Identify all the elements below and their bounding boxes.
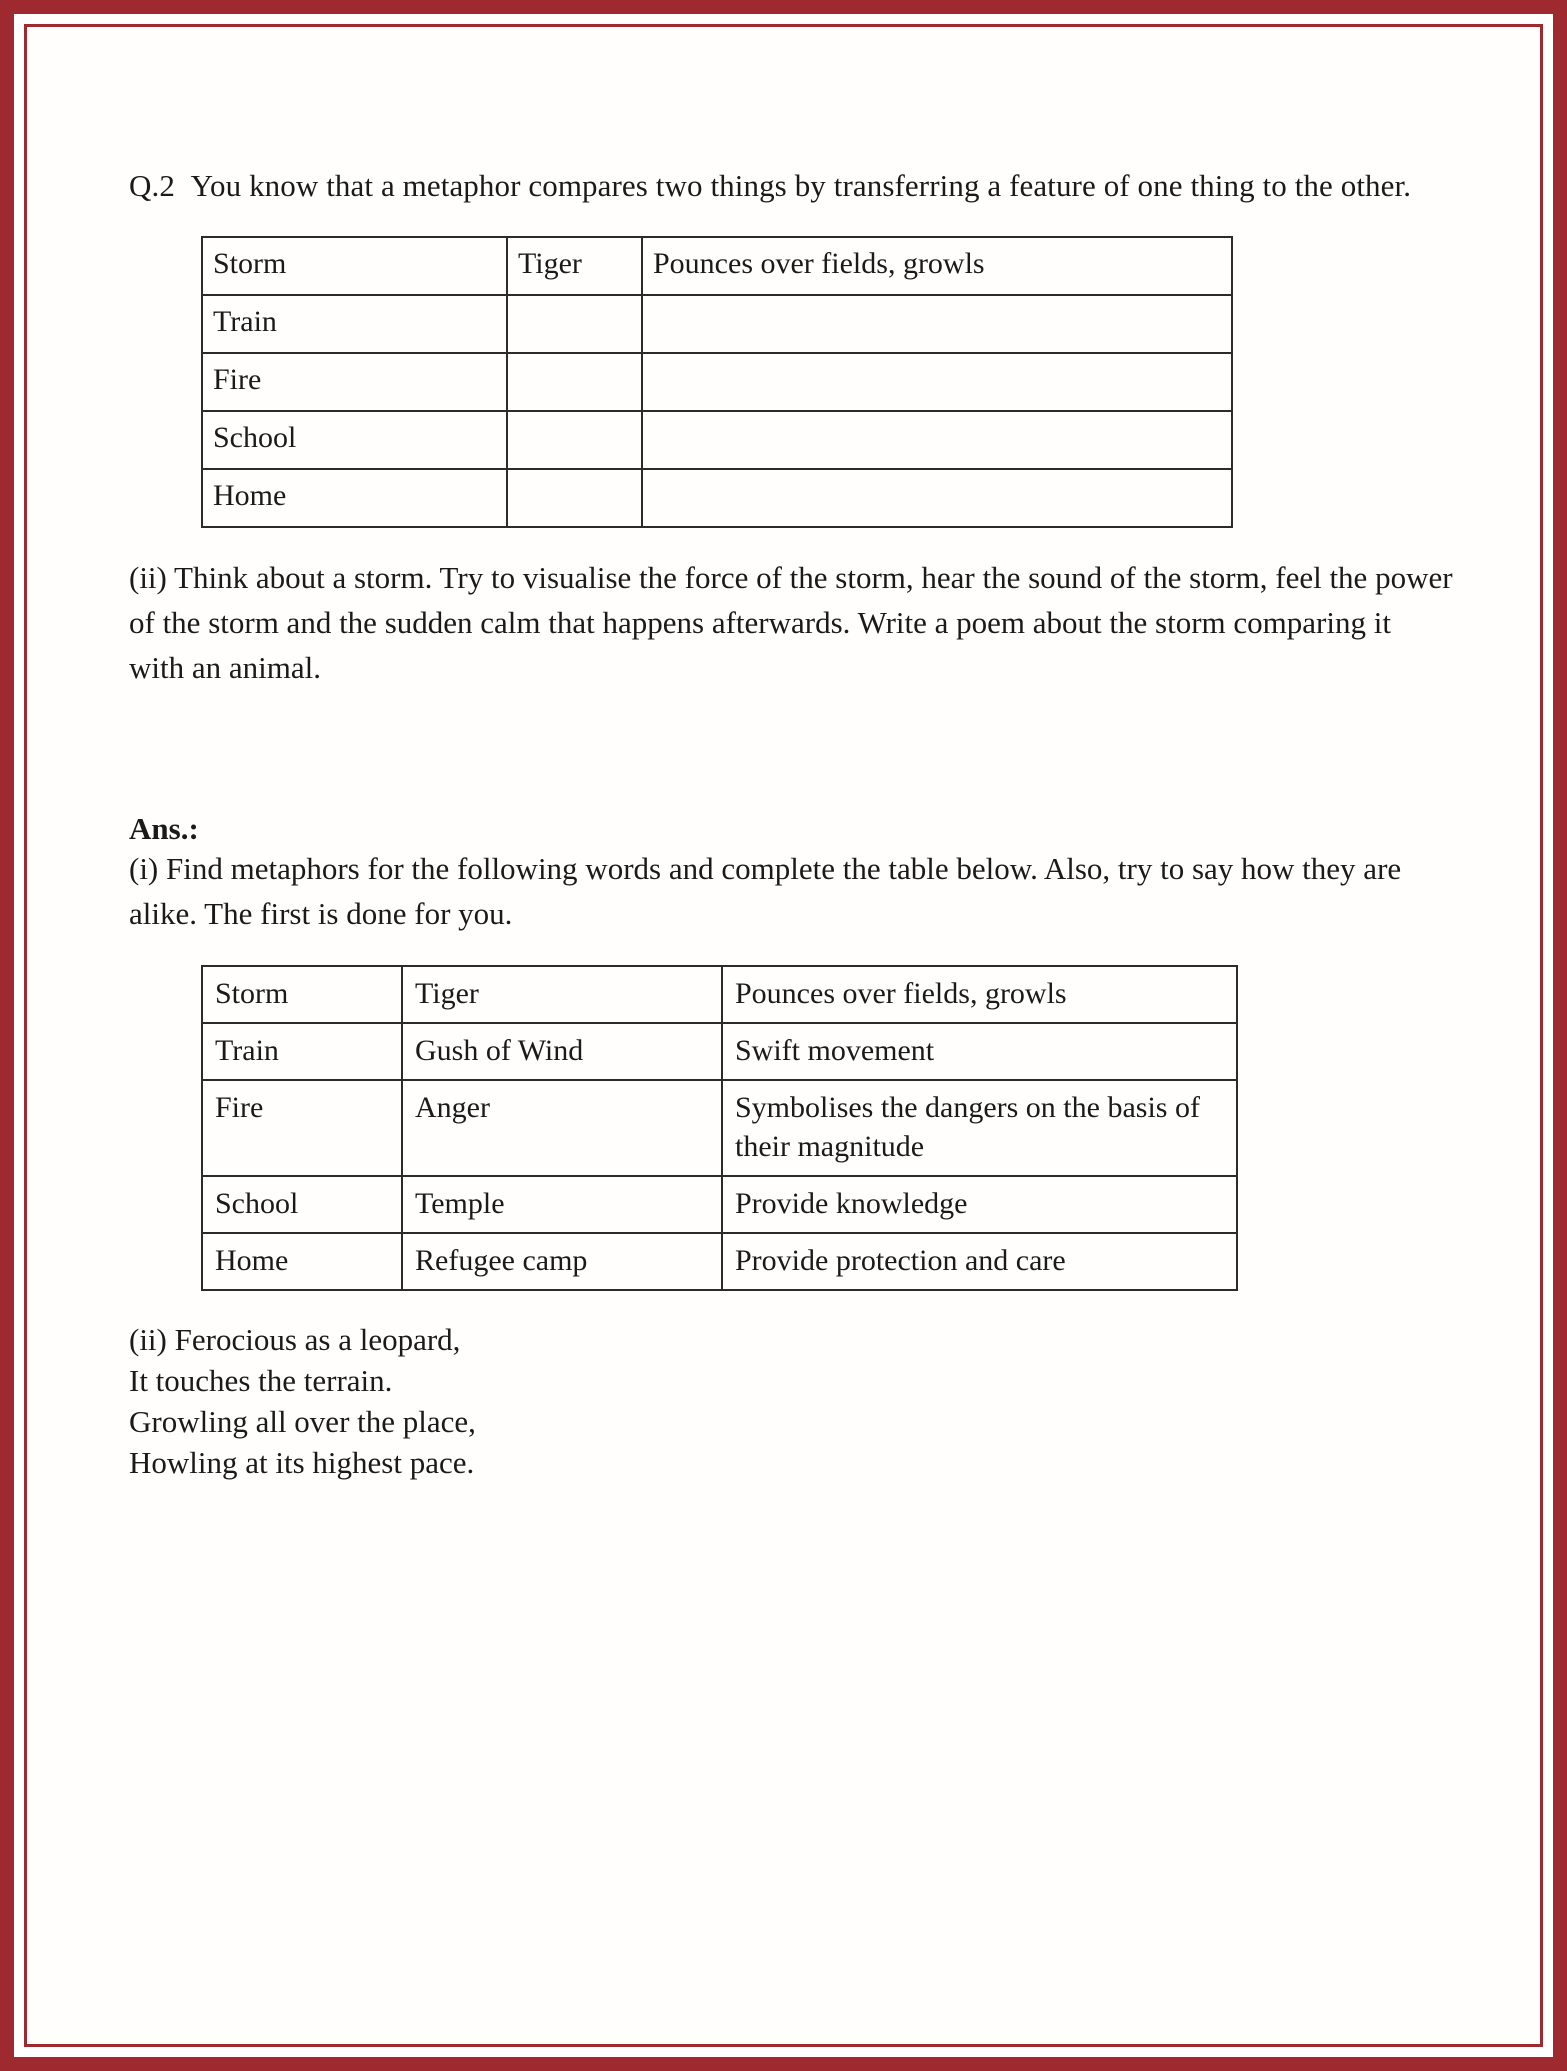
cell-likeness: Pounces over fields, growls (642, 237, 1232, 295)
cell-metaphor: Gush of Wind (402, 1023, 722, 1080)
table-row (202, 411, 1232, 469)
poem-line-4: Howling at its highest pace. (129, 1445, 475, 1481)
poem-line-1: (ii) Ferocious as a leopard, (129, 1321, 461, 1357)
cell-metaphor: Tiger (402, 966, 722, 1023)
question-text: You know that a metaphor compares two things by transferring a feature of one thing to the other. (190, 168, 1412, 203)
cell-likeness (642, 353, 1232, 411)
table-row (202, 1080, 1237, 1176)
cell-metaphor (507, 469, 642, 527)
cell-word: Home (202, 469, 507, 527)
part-ii-prompt: (ii) Think about a storm. Try to visualise the force of the storm, hear the sound of the storm, feel the power of the storm and the sudden calm that happens afterwards. Write a poem about the storm comparing it with an animal. (129, 560, 1453, 685)
cell-metaphor (507, 295, 642, 353)
poem-line-2: It touches the terrain. (129, 1362, 393, 1398)
cell-word: Fire (202, 1080, 402, 1176)
cell-metaphor (507, 353, 642, 411)
answer-metaphor-table (201, 965, 1238, 1291)
cell-likeness (642, 295, 1232, 353)
answer-poem (129, 1319, 1453, 1484)
cell-word: School (202, 1176, 402, 1233)
cell-word: Fire (202, 353, 507, 411)
cell-metaphor: Anger (402, 1080, 722, 1176)
cell-likeness: Provide knowledge (722, 1176, 1237, 1233)
cell-word: Home (202, 1233, 402, 1290)
cell-likeness: Swift movement (722, 1023, 1237, 1080)
question-label: Q.2 (129, 168, 175, 203)
blank-metaphor-table (201, 236, 1233, 528)
cell-word: School (202, 411, 507, 469)
document-content (129, 164, 1453, 2027)
table-row (202, 237, 1232, 295)
cell-likeness: Pounces over fields, growls (722, 966, 1237, 1023)
table-row (202, 1233, 1237, 1290)
cell-word: Train (202, 295, 507, 353)
cell-likeness (642, 411, 1232, 469)
table-row (202, 966, 1237, 1023)
table-row (202, 1176, 1237, 1233)
cell-likeness (642, 469, 1232, 527)
poem-line-3: Growling all over the place, (129, 1404, 476, 1440)
cell-word: Storm (202, 966, 402, 1023)
cell-metaphor: Tiger (507, 237, 642, 295)
question-paragraph (129, 164, 1453, 208)
cell-metaphor (507, 411, 642, 469)
table-row (202, 295, 1232, 353)
cell-likeness: Symbolises the dangers on the basis of their magnitude (722, 1080, 1237, 1176)
table-row (202, 353, 1232, 411)
answer-label: Ans.: (129, 810, 199, 846)
cell-word: Storm (202, 237, 507, 295)
cell-word: Train (202, 1023, 402, 1080)
cell-likeness: Provide protection and care (722, 1233, 1237, 1290)
answer-part-i-prompt: (i) Find metaphors for the following words and complete the table below. Also, try to say how they are alike. The first is done for you. (129, 850, 1402, 931)
table-row (202, 1023, 1237, 1080)
table-row (202, 469, 1232, 527)
cell-metaphor: Temple (402, 1176, 722, 1233)
cell-metaphor: Refugee camp (402, 1233, 722, 1290)
